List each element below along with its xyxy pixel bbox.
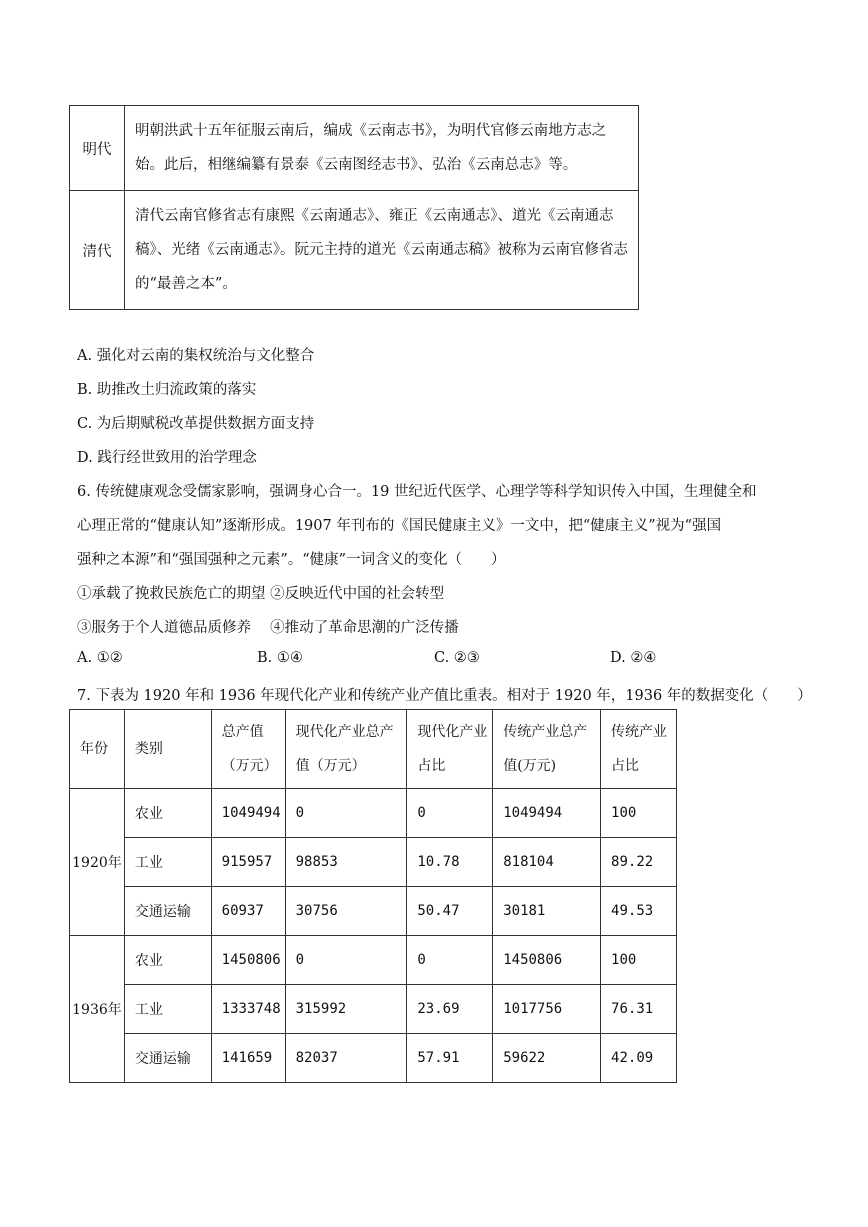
value-cell: 1049494	[211, 789, 285, 838]
year-cell: 1920年	[70, 789, 125, 936]
category-cell: 农业	[124, 789, 211, 838]
value-cell: 1450806	[493, 936, 601, 985]
value-cell: 50.47	[407, 887, 493, 936]
value-cell: 89.22	[601, 838, 677, 887]
category-cell: 工业	[124, 838, 211, 887]
table-row	[70, 1034, 677, 1083]
value-cell: 49.53	[601, 887, 677, 936]
value-cell: 0	[407, 789, 493, 838]
year-cell: 1936年	[70, 936, 125, 1083]
value-cell: 0	[407, 936, 493, 985]
header-cell: 传统产业占比	[601, 710, 677, 789]
value-cell: 76.31	[601, 985, 677, 1034]
era-cell: 明代	[70, 106, 125, 191]
value-cell: 1450806	[211, 936, 285, 985]
q5-option-c: C. 为后期赋税改革提供数据方面支持	[77, 416, 315, 432]
category-cell: 工业	[124, 985, 211, 1034]
value-cell: 57.91	[407, 1034, 493, 1083]
value-cell: 100	[601, 789, 677, 838]
q6-stem-line: 心理正常的“健康认知”逐渐形成。1907 年刊布的《国民健康主义》一文中，把“健康主义”视为“强国	[77, 518, 722, 534]
table-row	[70, 191, 639, 310]
table-row	[70, 838, 677, 887]
value-cell: 30756	[285, 887, 407, 936]
industry-output-table	[69, 709, 677, 1083]
value-cell: 0	[285, 936, 407, 985]
era-cell: 清代	[70, 191, 125, 310]
value-cell: 60937	[211, 887, 285, 936]
value-cell: 818104	[493, 838, 601, 887]
value-cell: 23.69	[407, 985, 493, 1034]
value-cell: 1017756	[493, 985, 601, 1034]
q6-statement-line: ①承载了挽救民族危亡的期望 ②反映近代中国的社会转型	[77, 586, 445, 602]
q6-option-a: A. ①②	[77, 650, 123, 666]
q6-option-b: B. ①④	[257, 650, 303, 666]
table-row	[70, 936, 677, 985]
category-cell: 农业	[124, 936, 211, 985]
header-cell: 总产值（万元）	[211, 710, 285, 789]
value-cell: 10.78	[407, 838, 493, 887]
q5-option-b: B. 助推改土归流政策的落实	[77, 382, 257, 398]
category-cell: 交通运输	[124, 1034, 211, 1083]
era-description: 明朝洪武十五年征服云南后，编成《云南志书》，为明代官修云南地方志之始。此后，相继编纂有景泰《云南图经志书》、弘治《云南总志》等。	[125, 106, 639, 191]
q6-statement-line: ③服务于个人道德品质修养 ④推动了革命思潮的广泛传播	[77, 620, 459, 636]
dynasty-table	[69, 105, 639, 310]
q6-stem-line: 6. 传统健康观念受儒家影响，强调身心合一。19 世纪近代医学、心理学等科学知识传入中国，生理健全和	[77, 484, 757, 500]
header-cell: 现代化产业总产值（万元）	[285, 710, 407, 789]
table-row	[70, 106, 639, 191]
value-cell: 98853	[285, 838, 407, 887]
q6-stem-line: 强种之本源”和“强国强种之元素”。“健康”一词含义的变化（ ）	[77, 552, 506, 568]
value-cell: 42.09	[601, 1034, 677, 1083]
q7-stem: 7. 下表为 1920 年和 1936 年现代化产业和传统产业产值比重表。相对于 1920 年，1936 年的数据变化（ ）	[77, 688, 812, 704]
table-header-row	[70, 710, 677, 789]
value-cell: 30181	[493, 887, 601, 936]
value-cell: 1333748	[211, 985, 285, 1034]
value-cell: 100	[601, 936, 677, 985]
table-row	[70, 789, 677, 838]
era-description: 清代云南官修省志有康熙《云南通志》、雍正《云南通志》、道光《云南通志稿》、光绪《云南通志》。阮元主持的道光《云南通志稿》被称为云南官修省志的“最善之本”。	[125, 191, 639, 310]
header-cell: 类别	[124, 710, 211, 789]
header-cell: 年份	[70, 710, 125, 789]
table-row	[70, 985, 677, 1034]
q5-option-d: D. 践行经世致用的治学理念	[77, 450, 257, 466]
value-cell: 82037	[285, 1034, 407, 1083]
value-cell: 915957	[211, 838, 285, 887]
value-cell: 315992	[285, 985, 407, 1034]
q6-option-d: D. ②④	[610, 650, 657, 666]
q6-option-c: C. ②③	[434, 650, 480, 666]
q5-option-a: A. 强化对云南的集权统治与文化整合	[77, 348, 315, 364]
table-row	[70, 887, 677, 936]
value-cell: 141659	[211, 1034, 285, 1083]
value-cell: 0	[285, 789, 407, 838]
value-cell: 59622	[493, 1034, 601, 1083]
category-cell: 交通运输	[124, 887, 211, 936]
header-cell: 传统产业总产值(万元)	[493, 710, 601, 789]
header-cell: 现代化产业占比	[407, 710, 493, 789]
value-cell: 1049494	[493, 789, 601, 838]
